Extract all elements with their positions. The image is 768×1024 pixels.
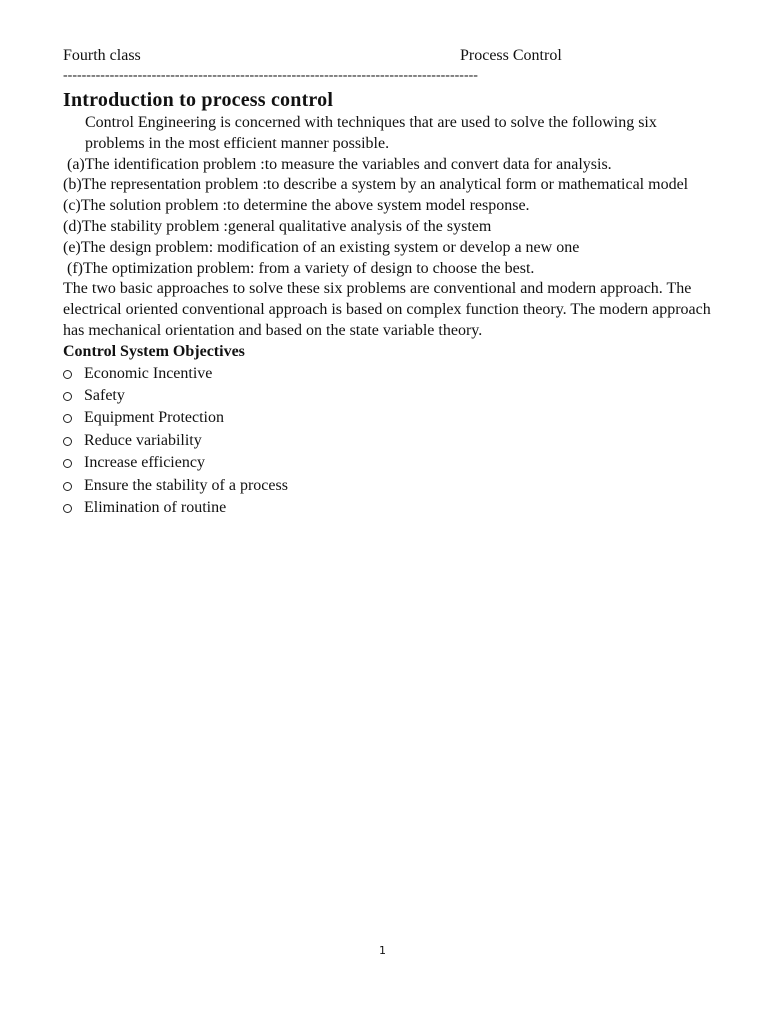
approaches-paragraph: The two basic approaches to solve these six problems are conventional and modern approach. The electrical oriented conventional approach is based on complex function theory. The modern approach has mechanical orientation and based on the state variable theory.	[63, 280, 711, 339]
circle-bullet-icon	[63, 504, 72, 513]
document-body	[63, 113, 713, 519]
problem-item: (f)The optimization problem: from a variety of design to choose the best.	[67, 259, 535, 277]
intro-paragraph: Control Engineering is concerned with techniques that are used to solve the following six problems in the most efficient manner possible.	[85, 114, 657, 152]
list-item-label: Elimination of routine	[84, 498, 227, 516]
page-number: 1	[379, 944, 386, 957]
circle-bullet-icon	[63, 370, 72, 379]
header-divider: -----------------------------------------------------------------------------------------	[63, 68, 478, 83]
problem-item: (c)The solution problem :to determine the above system model response.	[63, 197, 530, 215]
list-item-label: Reduce variability	[84, 431, 202, 449]
header-subject: Process Control	[460, 47, 562, 64]
problem-item: (a)The identification problem :to measure the variables and convert data for analysis.	[67, 155, 612, 173]
objectives-heading: Control System Objectives	[63, 342, 245, 360]
header-course: Fourth class	[63, 47, 141, 64]
list-item	[63, 452, 713, 474]
problem-item: (b)The representation problem :to describe a system by an analytical form or mathematical model	[63, 176, 689, 194]
list-item-label: Ensure the stability of a process	[84, 476, 288, 494]
page-header	[63, 47, 713, 67]
problem-item: (e)The design problem: modification of an existing system or develop a new one	[63, 238, 580, 256]
circle-bullet-icon	[63, 392, 72, 401]
list-item-label: Equipment Protection	[84, 409, 224, 427]
circle-bullet-icon	[63, 414, 72, 423]
list-item-label: Economic Incentive	[84, 364, 213, 382]
list-item	[63, 430, 713, 452]
circle-bullet-icon	[63, 437, 72, 446]
list-item	[63, 385, 713, 407]
list-item	[63, 497, 713, 519]
list-item	[63, 363, 713, 385]
circle-bullet-icon	[63, 482, 72, 491]
problem-item: (d)The stability problem :general qualitative analysis of the system	[63, 217, 492, 235]
objectives-list	[63, 363, 713, 520]
list-item-label: Increase efficiency	[84, 454, 205, 472]
circle-bullet-icon	[63, 459, 72, 468]
list-item	[63, 475, 713, 497]
list-item	[63, 407, 713, 429]
list-item-label: Safety	[84, 386, 125, 404]
page-title: Introduction to process control	[63, 89, 334, 111]
